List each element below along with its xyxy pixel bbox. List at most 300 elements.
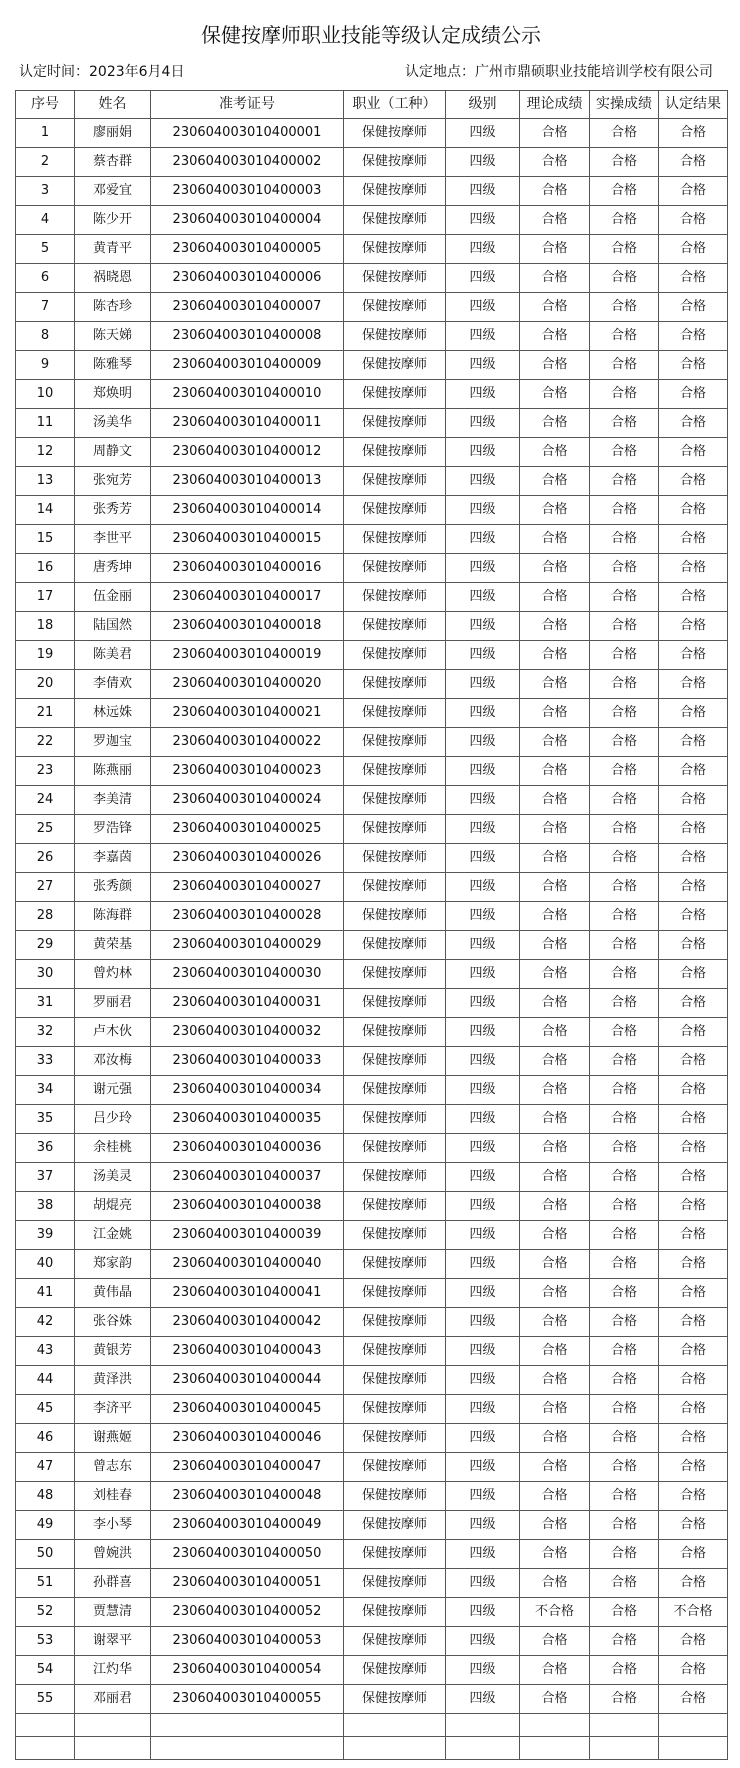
cell-level: 四级	[446, 757, 520, 786]
cell-level: 四级	[446, 1511, 520, 1540]
table-row	[16, 1221, 728, 1250]
cell-level: 四级	[446, 351, 520, 380]
cell-level: 四级	[446, 1134, 520, 1163]
cell-result: 合格	[659, 1395, 728, 1424]
cell-level: 四级	[446, 1569, 520, 1598]
cell-exam-id: 230604003010400043	[151, 1337, 344, 1366]
cell-level: 四级	[446, 438, 520, 467]
cell-name: 唐秀坤	[75, 554, 151, 583]
cell-theory-score: 不合格	[520, 1598, 590, 1627]
cell-practical-score: 合格	[590, 380, 659, 409]
empty-cell	[659, 1714, 728, 1737]
cell-name: 廖丽娟	[75, 119, 151, 148]
cell-practical-score: 合格	[590, 322, 659, 351]
cell-practical-score: 合格	[590, 728, 659, 757]
cell-result: 合格	[659, 844, 728, 873]
cell-exam-id: 230604003010400020	[151, 670, 344, 699]
cell-result: 合格	[659, 1163, 728, 1192]
cell-occupation: 保健按摩师	[344, 119, 446, 148]
cell-serial: 23	[16, 757, 75, 786]
table-row	[16, 119, 728, 148]
cell-serial: 22	[16, 728, 75, 757]
cell-practical-score: 合格	[590, 786, 659, 815]
cell-practical-score: 合格	[590, 554, 659, 583]
empty-cell	[16, 1714, 75, 1737]
cell-theory-score: 合格	[520, 322, 590, 351]
table-row	[16, 728, 728, 757]
cell-practical-score: 合格	[590, 1511, 659, 1540]
cell-occupation: 保健按摩师	[344, 1337, 446, 1366]
cell-serial: 2	[16, 148, 75, 177]
cell-occupation: 保健按摩师	[344, 1221, 446, 1250]
cell-serial: 49	[16, 1511, 75, 1540]
cell-result: 合格	[659, 1105, 728, 1134]
cell-serial: 16	[16, 554, 75, 583]
cell-exam-id: 230604003010400024	[151, 786, 344, 815]
cell-exam-id: 230604003010400006	[151, 264, 344, 293]
table-row	[16, 1105, 728, 1134]
header-result: 认定结果	[659, 91, 728, 119]
cell-theory-score: 合格	[520, 1250, 590, 1279]
cell-result: 合格	[659, 554, 728, 583]
cell-theory-score: 合格	[520, 438, 590, 467]
cell-level: 四级	[446, 119, 520, 148]
cell-name: 李美清	[75, 786, 151, 815]
cell-name: 张秀颜	[75, 873, 151, 902]
cell-result: 合格	[659, 960, 728, 989]
cell-occupation: 保健按摩师	[344, 148, 446, 177]
cell-exam-id: 230604003010400028	[151, 902, 344, 931]
cell-practical-score: 合格	[590, 815, 659, 844]
empty-cell	[590, 1714, 659, 1737]
cell-theory-score: 合格	[520, 699, 590, 728]
cell-serial: 19	[16, 641, 75, 670]
cell-level: 四级	[446, 1685, 520, 1714]
cell-practical-score: 合格	[590, 177, 659, 206]
cell-level: 四级	[446, 699, 520, 728]
cell-theory-score: 合格	[520, 728, 590, 757]
cell-serial: 13	[16, 467, 75, 496]
cell-serial: 35	[16, 1105, 75, 1134]
cell-occupation: 保健按摩师	[344, 322, 446, 351]
cell-result: 合格	[659, 1018, 728, 1047]
cell-occupation: 保健按摩师	[344, 1395, 446, 1424]
table-row	[16, 235, 728, 264]
table-row	[16, 786, 728, 815]
cell-name: 张谷姝	[75, 1308, 151, 1337]
table-row	[16, 612, 728, 641]
cell-occupation: 保健按摩师	[344, 1308, 446, 1337]
cell-result: 合格	[659, 148, 728, 177]
cell-practical-score: 合格	[590, 612, 659, 641]
cell-result: 合格	[659, 1134, 728, 1163]
table-row	[16, 293, 728, 322]
cell-serial: 28	[16, 902, 75, 931]
cell-practical-score: 合格	[590, 1076, 659, 1105]
cell-result: 合格	[659, 264, 728, 293]
table-row	[16, 1366, 728, 1395]
cell-exam-id: 230604003010400036	[151, 1134, 344, 1163]
cell-serial: 18	[16, 612, 75, 641]
cell-practical-score: 合格	[590, 119, 659, 148]
cell-practical-score: 合格	[590, 757, 659, 786]
cell-result: 合格	[659, 1453, 728, 1482]
page-title: 保健按摩师职业技能等级认定成绩公示	[201, 23, 541, 47]
cell-serial: 26	[16, 844, 75, 873]
cell-theory-score: 合格	[520, 554, 590, 583]
cell-practical-score: 合格	[590, 699, 659, 728]
cell-theory-score: 合格	[520, 409, 590, 438]
cell-serial: 6	[16, 264, 75, 293]
table-row	[16, 902, 728, 931]
empty-cell	[344, 1714, 446, 1737]
cell-exam-id: 230604003010400027	[151, 873, 344, 902]
cell-theory-score: 合格	[520, 119, 590, 148]
cell-exam-id: 230604003010400035	[151, 1105, 344, 1134]
cell-exam-id: 230604003010400003	[151, 177, 344, 206]
table-row	[16, 467, 728, 496]
cell-result: 合格	[659, 1308, 728, 1337]
cell-exam-id: 230604003010400010	[151, 380, 344, 409]
cell-level: 四级	[446, 786, 520, 815]
cell-practical-score: 合格	[590, 1395, 659, 1424]
cell-serial: 21	[16, 699, 75, 728]
cell-level: 四级	[446, 235, 520, 264]
cell-occupation: 保健按摩师	[344, 293, 446, 322]
cell-exam-id: 230604003010400017	[151, 583, 344, 612]
cell-serial: 52	[16, 1598, 75, 1627]
cell-serial: 45	[16, 1395, 75, 1424]
assessment-date: 认定时间：2023年6月4日	[19, 64, 185, 80]
cell-practical-score: 合格	[590, 1656, 659, 1685]
cell-occupation: 保健按摩师	[344, 1105, 446, 1134]
cell-name: 刘桂春	[75, 1482, 151, 1511]
table-row	[16, 177, 728, 206]
cell-name: 陆国然	[75, 612, 151, 641]
cell-serial: 31	[16, 989, 75, 1018]
cell-level: 四级	[446, 1047, 520, 1076]
cell-practical-score: 合格	[590, 873, 659, 902]
cell-result: 合格	[659, 1511, 728, 1540]
cell-name: 张秀芳	[75, 496, 151, 525]
cell-theory-score: 合格	[520, 583, 590, 612]
cell-exam-id: 230604003010400011	[151, 409, 344, 438]
cell-serial: 41	[16, 1279, 75, 1308]
cell-level: 四级	[446, 583, 520, 612]
cell-occupation: 保健按摩师	[344, 1656, 446, 1685]
cell-level: 四级	[446, 1250, 520, 1279]
cell-practical-score: 合格	[590, 1221, 659, 1250]
cell-theory-score: 合格	[520, 1511, 590, 1540]
cell-name: 黄青平	[75, 235, 151, 264]
cell-practical-score: 合格	[590, 1279, 659, 1308]
cell-name: 孙群喜	[75, 1569, 151, 1598]
table-row	[16, 844, 728, 873]
table-row	[16, 1540, 728, 1569]
cell-occupation: 保健按摩师	[344, 757, 446, 786]
cell-result: 合格	[659, 1656, 728, 1685]
cell-theory-score: 合格	[520, 235, 590, 264]
cell-occupation: 保健按摩师	[344, 1540, 446, 1569]
cell-result: 合格	[659, 409, 728, 438]
table-row	[16, 264, 728, 293]
cell-practical-score: 合格	[590, 1627, 659, 1656]
cell-practical-score: 合格	[590, 583, 659, 612]
cell-practical-score: 合格	[590, 1482, 659, 1511]
cell-result: 合格	[659, 380, 728, 409]
cell-occupation: 保健按摩师	[344, 1569, 446, 1598]
cell-occupation: 保健按摩师	[344, 699, 446, 728]
table-row	[16, 583, 728, 612]
cell-level: 四级	[446, 1221, 520, 1250]
cell-occupation: 保健按摩师	[344, 264, 446, 293]
cell-serial: 20	[16, 670, 75, 699]
cell-level: 四级	[446, 1627, 520, 1656]
header-practical-score: 实操成绩	[590, 91, 659, 119]
table-header-row	[16, 91, 728, 119]
cell-theory-score: 合格	[520, 844, 590, 873]
cell-theory-score: 合格	[520, 1279, 590, 1308]
cell-level: 四级	[446, 1163, 520, 1192]
header-serial: 序号	[16, 91, 75, 119]
cell-exam-id: 230604003010400045	[151, 1395, 344, 1424]
cell-occupation: 保健按摩师	[344, 728, 446, 757]
cell-level: 四级	[446, 1308, 520, 1337]
table-row	[16, 1134, 728, 1163]
cell-result: 合格	[659, 1424, 728, 1453]
cell-occupation: 保健按摩师	[344, 1279, 446, 1308]
assessment-location: 认定地点：广州市鼎硕职业技能培训学校有限公司	[405, 64, 713, 80]
cell-name: 贾慧清	[75, 1598, 151, 1627]
cell-name: 黄泽洪	[75, 1366, 151, 1395]
cell-practical-score: 合格	[590, 235, 659, 264]
header-level: 级别	[446, 91, 520, 119]
cell-practical-score: 合格	[590, 989, 659, 1018]
cell-name: 李济平	[75, 1395, 151, 1424]
cell-name: 陈杏珍	[75, 293, 151, 322]
cell-theory-score: 合格	[520, 1627, 590, 1656]
cell-occupation: 保健按摩师	[344, 844, 446, 873]
cell-name: 黄荣基	[75, 931, 151, 960]
cell-result: 合格	[659, 1685, 728, 1714]
cell-result: 合格	[659, 525, 728, 554]
cell-occupation: 保健按摩师	[344, 1482, 446, 1511]
cell-theory-score: 合格	[520, 1569, 590, 1598]
cell-exam-id: 230604003010400030	[151, 960, 344, 989]
cell-level: 四级	[446, 873, 520, 902]
cell-serial: 30	[16, 960, 75, 989]
cell-level: 四级	[446, 1018, 520, 1047]
cell-exam-id: 230604003010400037	[151, 1163, 344, 1192]
cell-theory-score: 合格	[520, 525, 590, 554]
cell-occupation: 保健按摩师	[344, 1366, 446, 1395]
cell-exam-id: 230604003010400026	[151, 844, 344, 873]
cell-practical-score: 合格	[590, 293, 659, 322]
empty-row	[16, 1737, 728, 1760]
cell-name: 罗浩锋	[75, 815, 151, 844]
cell-exam-id: 230604003010400019	[151, 641, 344, 670]
cell-occupation: 保健按摩师	[344, 583, 446, 612]
empty-cell	[75, 1737, 151, 1760]
cell-theory-score: 合格	[520, 293, 590, 322]
table-row	[16, 1453, 728, 1482]
cell-practical-score: 合格	[590, 525, 659, 554]
cell-theory-score: 合格	[520, 1337, 590, 1366]
cell-level: 四级	[446, 902, 520, 931]
cell-result: 合格	[659, 699, 728, 728]
cell-occupation: 保健按摩师	[344, 1424, 446, 1453]
cell-serial: 24	[16, 786, 75, 815]
cell-practical-score: 合格	[590, 1047, 659, 1076]
cell-exam-id: 230604003010400023	[151, 757, 344, 786]
cell-theory-score: 合格	[520, 1540, 590, 1569]
cell-practical-score: 合格	[590, 1250, 659, 1279]
cell-level: 四级	[446, 1337, 520, 1366]
cell-theory-score: 合格	[520, 1134, 590, 1163]
cell-name: 陈天娣	[75, 322, 151, 351]
cell-theory-score: 合格	[520, 960, 590, 989]
cell-practical-score: 合格	[590, 960, 659, 989]
cell-serial: 38	[16, 1192, 75, 1221]
cell-occupation: 保健按摩师	[344, 1192, 446, 1221]
cell-level: 四级	[446, 1598, 520, 1627]
cell-theory-score: 合格	[520, 1424, 590, 1453]
cell-practical-score: 合格	[590, 1453, 659, 1482]
cell-level: 四级	[446, 409, 520, 438]
cell-occupation: 保健按摩师	[344, 1076, 446, 1105]
cell-exam-id: 230604003010400040	[151, 1250, 344, 1279]
cell-name: 汤美灵	[75, 1163, 151, 1192]
cell-serial: 9	[16, 351, 75, 380]
table-row	[16, 1424, 728, 1453]
cell-serial: 29	[16, 931, 75, 960]
empty-cell	[151, 1714, 344, 1737]
cell-exam-id: 230604003010400054	[151, 1656, 344, 1685]
table-row	[16, 960, 728, 989]
cell-result: 合格	[659, 1250, 728, 1279]
cell-serial: 51	[16, 1569, 75, 1598]
cell-occupation: 保健按摩师	[344, 235, 446, 264]
cell-practical-score: 合格	[590, 1163, 659, 1192]
cell-exam-id: 230604003010400048	[151, 1482, 344, 1511]
cell-practical-score: 合格	[590, 641, 659, 670]
meta-row	[15, 60, 727, 84]
cell-practical-score: 合格	[590, 206, 659, 235]
cell-result: 合格	[659, 1047, 728, 1076]
cell-exam-id: 230604003010400051	[151, 1569, 344, 1598]
cell-name: 陈海群	[75, 902, 151, 931]
cell-level: 四级	[446, 1453, 520, 1482]
cell-result: 合格	[659, 1627, 728, 1656]
cell-level: 四级	[446, 177, 520, 206]
cell-theory-score: 合格	[520, 1308, 590, 1337]
cell-serial: 3	[16, 177, 75, 206]
cell-result: 不合格	[659, 1598, 728, 1627]
cell-result: 合格	[659, 1482, 728, 1511]
cell-occupation: 保健按摩师	[344, 438, 446, 467]
empty-cell	[446, 1714, 520, 1737]
table-row	[16, 989, 728, 1018]
empty-cell	[590, 1737, 659, 1760]
cell-practical-score: 合格	[590, 409, 659, 438]
table-row	[16, 1047, 728, 1076]
cell-theory-score: 合格	[520, 1163, 590, 1192]
cell-level: 四级	[446, 467, 520, 496]
cell-theory-score: 合格	[520, 206, 590, 235]
cell-level: 四级	[446, 612, 520, 641]
cell-theory-score: 合格	[520, 757, 590, 786]
cell-practical-score: 合格	[590, 438, 659, 467]
cell-name: 李倩欢	[75, 670, 151, 699]
cell-occupation: 保健按摩师	[344, 206, 446, 235]
cell-result: 合格	[659, 670, 728, 699]
cell-serial: 42	[16, 1308, 75, 1337]
cell-serial: 48	[16, 1482, 75, 1511]
cell-result: 合格	[659, 612, 728, 641]
table-row	[16, 873, 728, 902]
cell-level: 四级	[446, 815, 520, 844]
cell-level: 四级	[446, 1076, 520, 1105]
cell-practical-score: 合格	[590, 1424, 659, 1453]
cell-result: 合格	[659, 1279, 728, 1308]
cell-level: 四级	[446, 1279, 520, 1308]
cell-serial: 8	[16, 322, 75, 351]
cell-theory-score: 合格	[520, 177, 590, 206]
cell-theory-score: 合格	[520, 467, 590, 496]
cell-occupation: 保健按摩师	[344, 1685, 446, 1714]
cell-name: 曾灼林	[75, 960, 151, 989]
cell-name: 邓汝梅	[75, 1047, 151, 1076]
cell-exam-id: 230604003010400007	[151, 293, 344, 322]
cell-result: 合格	[659, 786, 728, 815]
cell-exam-id: 230604003010400001	[151, 119, 344, 148]
cell-result: 合格	[659, 293, 728, 322]
cell-result: 合格	[659, 757, 728, 786]
cell-serial: 14	[16, 496, 75, 525]
table-row	[16, 525, 728, 554]
cell-result: 合格	[659, 467, 728, 496]
cell-name: 吕少玲	[75, 1105, 151, 1134]
table-row	[16, 1337, 728, 1366]
cell-name: 伍金丽	[75, 583, 151, 612]
cell-exam-id: 230604003010400013	[151, 467, 344, 496]
cell-name: 黄银芳	[75, 1337, 151, 1366]
cell-serial: 11	[16, 409, 75, 438]
cell-occupation: 保健按摩师	[344, 1163, 446, 1192]
cell-theory-score: 合格	[520, 1076, 590, 1105]
cell-practical-score: 合格	[590, 1598, 659, 1627]
cell-exam-id: 230604003010400047	[151, 1453, 344, 1482]
cell-theory-score: 合格	[520, 1656, 590, 1685]
cell-level: 四级	[446, 989, 520, 1018]
cell-occupation: 保健按摩师	[344, 1018, 446, 1047]
cell-theory-score: 合格	[520, 989, 590, 1018]
cell-serial: 46	[16, 1424, 75, 1453]
cell-practical-score: 合格	[590, 844, 659, 873]
cell-level: 四级	[446, 641, 520, 670]
table-row	[16, 1627, 728, 1656]
cell-level: 四级	[446, 380, 520, 409]
cell-theory-score: 合格	[520, 612, 590, 641]
cell-result: 合格	[659, 583, 728, 612]
table-row	[16, 554, 728, 583]
cell-name: 谢元强	[75, 1076, 151, 1105]
cell-serial: 25	[16, 815, 75, 844]
cell-level: 四级	[446, 1424, 520, 1453]
cell-name: 林远姝	[75, 699, 151, 728]
cell-serial: 5	[16, 235, 75, 264]
cell-exam-id: 230604003010400008	[151, 322, 344, 351]
